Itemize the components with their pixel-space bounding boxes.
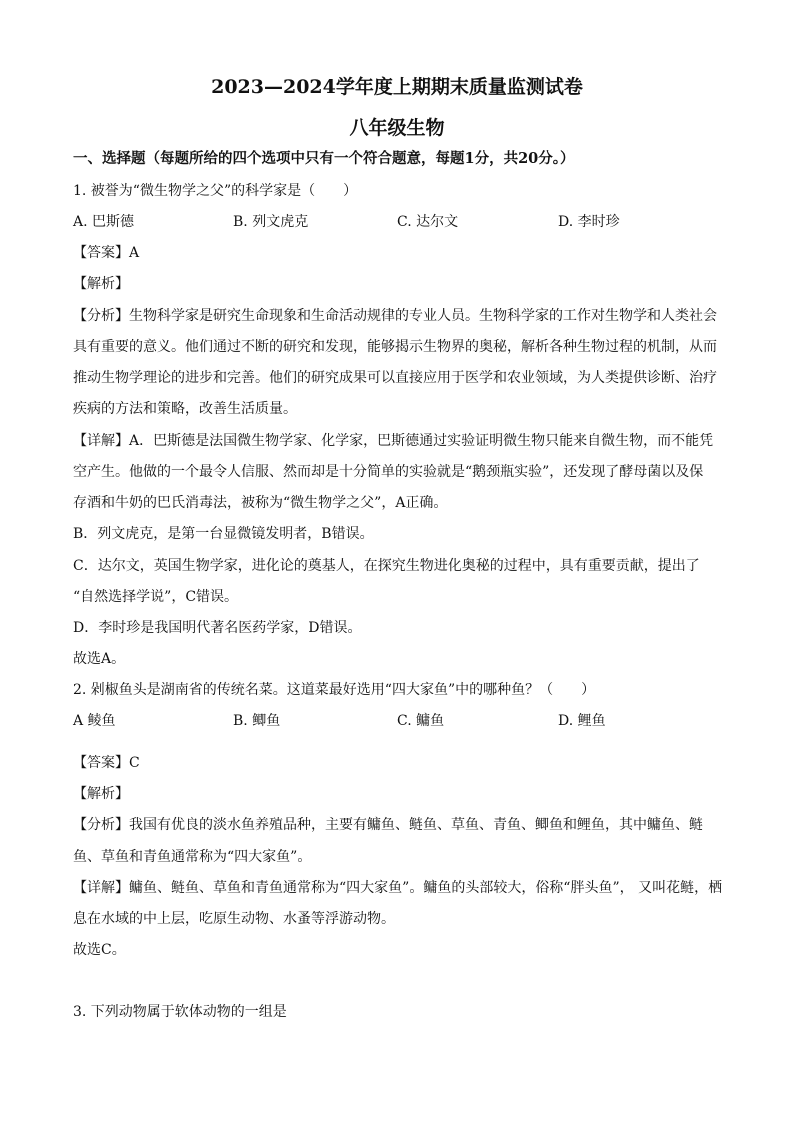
q2-option-b: B. 鲫鱼: [233, 713, 281, 729]
q1-answer: 【答案】A: [73, 245, 140, 261]
q1-option-a: A. 巴斯德: [73, 214, 135, 230]
q1-stem: 1. 被誉为“微生物学之父”的科学家是（ ）: [73, 183, 358, 199]
q2-detail-line: 【详解】鳙鱼、鲢鱼、草鱼和青鱼通常称为“四大家鱼”。鳙鱼的头部较大，俗称“胖头鱼”， 又叫花鲢，栖: [73, 880, 723, 896]
q3-stem: 3. 下列动物属于软体动物的一组是: [73, 1004, 287, 1020]
q2-answer: 【答案】C: [73, 755, 140, 771]
q1-detail-line: 【详解】A．巴斯德是法国微生物学家、化学家，巴斯德通过实验证明微生物只能来自微生物，而不能凭: [73, 433, 714, 449]
q1-fenxi-line: 疾病的方法和策略，改善生活质量。: [73, 401, 297, 417]
q1-detail-line: “自然选择学说”，C错误。: [73, 589, 239, 605]
q1-detail-line: 空产生。他做的一个最令人信服、然而却是十分简单的实验就是“鹅颈瓶实验”，还发现了酵母菌以及保: [73, 464, 704, 480]
q2-detail-line: 息在水域的中上层，吃原生动物、水蚤等浮游动物。: [73, 911, 395, 927]
q2-analysis-tag: 【解析】: [73, 786, 129, 802]
q1-conclusion: 故选A。: [73, 651, 126, 667]
q1-detail-line: C．达尔文，英国生物学家，进化论的奠基人，在探究生物进化奥秘的过程中，具有重要贡献，提出了: [73, 558, 700, 574]
q1-fenxi-line: 【分析】生物科学家是研究生命现象和生命活动规律的专业人员。生物科学家的工作对生物学和人类社会: [73, 308, 717, 324]
q1-option-d: D. 李时珍: [558, 214, 620, 230]
q1-detail-line: D．李时珍是我国明代著名医药学家，D错误。: [73, 620, 362, 636]
q2-fenxi-line: 【分析】我国有优良的淡水鱼养殖品种，主要有鳙鱼、鲢鱼、草鱼、青鱼、鲫鱼和鲤鱼，其中鳙鱼、鲢: [73, 817, 703, 833]
q1-option-b: B. 列文虎克: [233, 214, 309, 230]
q1-options: [73, 212, 723, 232]
q1-option-c: C. 达尔文: [397, 214, 459, 230]
q2-stem: 2. 剁椒鱼头是湖南省的传统名菜。这道菜最好选用“四大家鱼”中的哪种鱼？（ ）: [73, 682, 596, 698]
q1-analysis-tag: 【解析】: [73, 276, 129, 292]
q1-fenxi-line: 推动生物学理论的进步和完善。他们的研究成果可以直接应用于医学和农业领域，为人类提供诊断、治疗: [73, 370, 717, 386]
exam-subtitle: 八年级生物: [349, 117, 445, 139]
section-heading: 一、选择题（每题所给的四个选项中只有一个符合题意，每题1分，共20分。）: [73, 150, 575, 167]
q2-conclusion: 故选C。: [73, 942, 126, 958]
q1-fenxi-line: 具有重要的意义。他们通过不断的研究和发现，能够揭示生物界的奥秘，解析各种生物过程的机制，从而: [73, 339, 717, 355]
q1-detail-line: 存酒和牛奶的巴氏消毒法，被称为“微生物学之父”，A正确。: [73, 495, 448, 511]
exam-title: 2023—2024学年度上期期末质量监测试卷: [211, 76, 583, 98]
q2-options: [73, 711, 723, 731]
q1-detail-line: B．列文虎克，是第一台显微镜发明者，B错误。: [73, 526, 374, 542]
q2-option-d: D. 鲤鱼: [558, 713, 606, 729]
q2-fenxi-line: 鱼、草鱼和青鱼通常称为“四大家鱼”。: [73, 849, 312, 865]
q2-option-c: C. 鳙鱼: [397, 713, 445, 729]
q2-option-a: A 鲮鱼: [73, 713, 116, 729]
